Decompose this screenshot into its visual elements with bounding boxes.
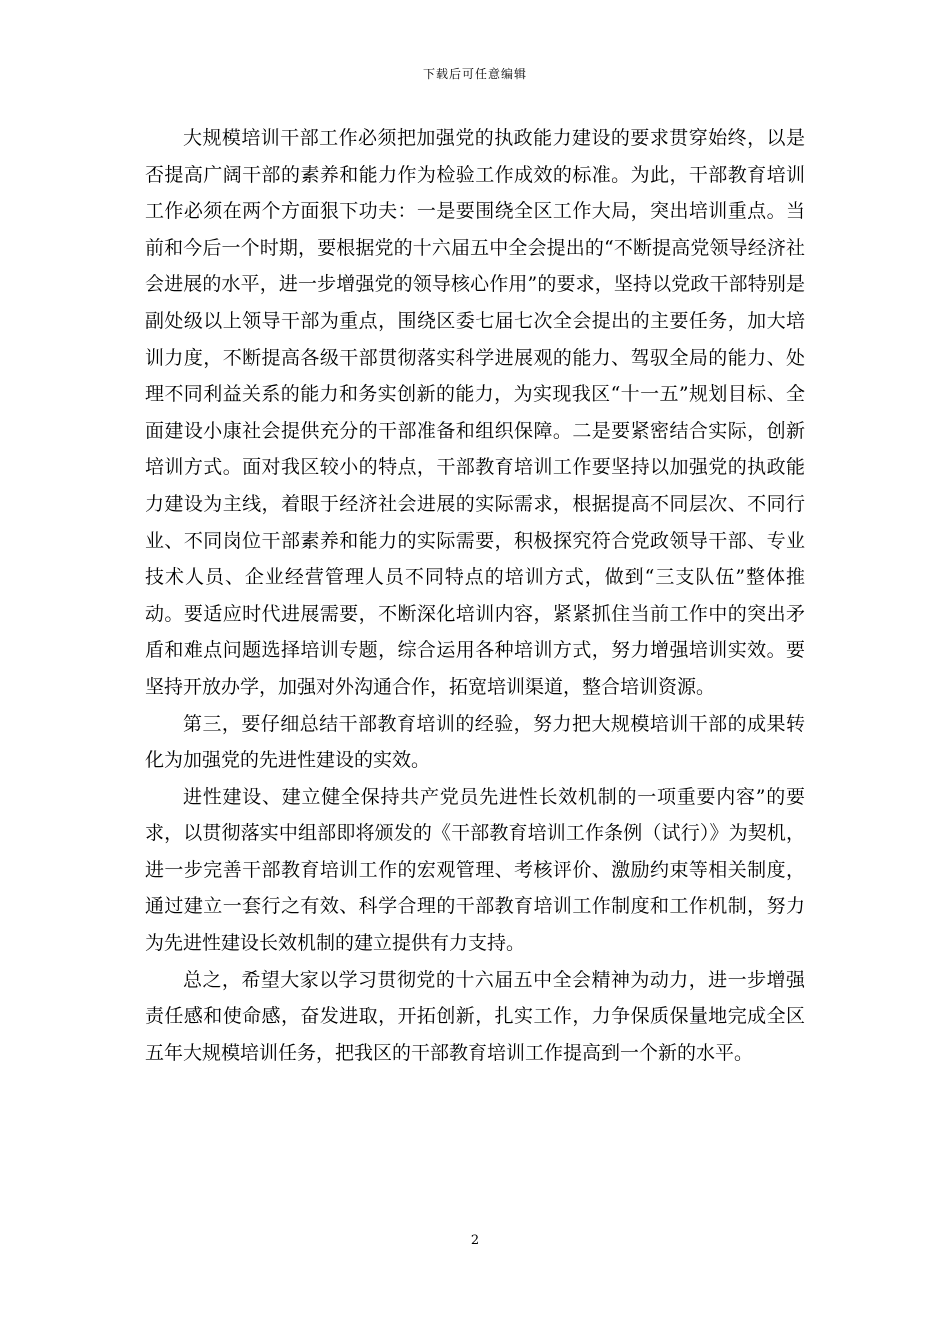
paragraph: 进性建设、建立健全保持共产党员先进性长效机制的一项重要内容”的要求，以贯彻落实中组部即将颁发的《干部教育培训工作条例（试行）》为契机，进一步完善干部教育培训工作的宏观管理、考核评价、激励约束等相关制度，通过建立一套行之有效、科学合理的干部教育培训工作制度和工作机制，努力为先进性建设长效机制的建立提供有力支持。 bbox=[145, 785, 805, 955]
paragraph: 第三，要仔细总结干部教育培训的经验，努力把大规模培训干部的成果转化为加强党的先进性建设的实效。 bbox=[145, 712, 805, 772]
paragraph: 大规模培训干部工作必须把加强党的执政能力建设的要求贯穿始终，以是否提高广阔干部的素养和能力作为检验工作成效的标准。为此，干部教育培训工作必须在两个方面狠下功夫：一是要围绕全区工作大局，突出培训重点。当前和今后一个时期，要根据党的十六届五中全会提出的“不断提高党领导经济社会进展的水平，进一步增强党的领导核心作用”的要求，坚持以党政干部特别是副处级以上领导干部为重点，围绕区委七届七次全会提出的主要任务，加大培训力度，不断提高各级干部贯彻落实科学进展观的能力、驾驭全局的能力、处理不同利益关系的能力和务实创新的能力，为实现我区“十一五”规划目标、全面建设小康社会提供充分的干部准备和组织保障。二是要紧密结合实际，创新培训方式。面对我区较小的特点，干部教育培训工作要坚持以加强党的执政能力建设为主线，着眼于经济社会进展的实际需求，根据提高不同层次、不同行业、不同岗位干部素养和能力的实际需要，积极探究符合党政领导干部、专业技术人员、企业经营管理人员不同特点的培训方式，做到“三支队伍”整体推动。要适应时代进展需要，不断深化培训内容，紧紧抓住当前工作中的突出矛盾和难点问题选择培训专题，综合运用各种培训方式，努力增强培训实效。要坚持开放办学，加强对外沟通合作，拓宽培训渠道，整合培训资源。 bbox=[145, 127, 805, 698]
paragraph: 总之，希望大家以学习贯彻党的十六届五中全会精神为动力，进一步增强责任感和使命感，奋发进取，开拓创新，扎实工作，力争保质保量地完成全区五年大规模培训任务，把我区的干部教育培训工作提高到一个新的水平。 bbox=[145, 968, 805, 1064]
page-number: 2 bbox=[470, 1233, 480, 1248]
document-body bbox=[145, 120, 805, 1071]
page-header: 下载后可任意编辑 bbox=[422, 67, 527, 81]
